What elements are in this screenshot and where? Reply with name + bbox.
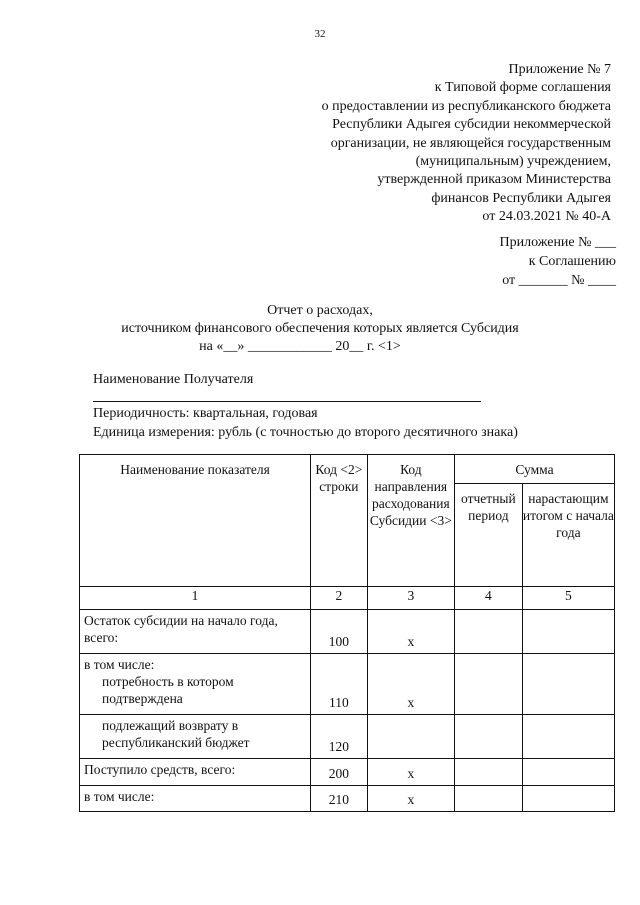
column-number: 5 (522, 587, 614, 610)
row-direction: x (367, 759, 454, 786)
row-code: 120 (311, 715, 368, 759)
appendix-line: от 24.03.2021 № 40-А (482, 209, 611, 225)
appendix-line: Республики Адыгея субсидии некоммерческой (332, 117, 611, 133)
appendix-line: (муниципальным) учреждением, (415, 154, 611, 170)
appendix-line: организации, не являющейся государственным (330, 135, 611, 151)
row-sum-period (455, 715, 523, 759)
row-sum-period (455, 654, 523, 715)
row-direction: x (367, 654, 454, 715)
row-direction: x (367, 610, 454, 654)
report-table (79, 454, 615, 812)
row-label: в том числе: (80, 786, 311, 812)
row-sum-cumulative (522, 610, 614, 654)
column-number: 2 (311, 587, 368, 610)
row-code: 110 (311, 654, 368, 715)
unit-of-measure: Единица измерения: рубль (с точностью до второго десятичного знака) (93, 425, 518, 440)
table-row (80, 654, 615, 715)
header-row-code: Код <2> строки (311, 455, 368, 587)
table-row (80, 715, 615, 759)
row-direction: x (367, 786, 454, 812)
table-row (80, 759, 615, 786)
row-direction (367, 715, 454, 759)
row-label: подлежащий возврату в республиканский бюджет (102, 718, 250, 750)
recipient-label: Наименование Получателя (93, 372, 254, 387)
report-title-line: Отчет о расходах, (267, 303, 373, 318)
header-sum-period: отчетный период (455, 484, 523, 587)
row-code: 200 (311, 759, 368, 786)
table-row (80, 786, 615, 812)
header-sum: Сумма (455, 455, 615, 484)
row-label: Остаток субсидии на начало года, всего: (80, 610, 311, 654)
appendix-header (231, 61, 611, 227)
row-label: Поступило средств, всего: (80, 759, 311, 786)
row-label-cell (80, 654, 311, 715)
row-sum-cumulative (522, 715, 614, 759)
agreement-line: к Соглашению (528, 254, 616, 269)
row-sum-cumulative (522, 654, 614, 715)
column-number: 1 (80, 587, 311, 610)
header-sum-cumulative: нарастающим итогом с начала года (522, 484, 614, 587)
agreement-line: Приложение № ___ (499, 235, 616, 250)
column-number: 3 (367, 587, 454, 610)
row-code: 210 (311, 786, 368, 812)
appendix-line: к Типовой форме соглашения (434, 80, 611, 96)
row-label-cell (80, 715, 311, 759)
report-date-line: на «__» ____________ 20__ г. <1> (199, 339, 401, 354)
periodicity: Периодичность: квартальная, годовая (93, 406, 318, 421)
column-number: 4 (455, 587, 523, 610)
row-sum-cumulative (522, 786, 614, 812)
row-sum-period (455, 610, 523, 654)
table-row (80, 610, 615, 654)
row-sum-period (455, 759, 523, 786)
appendix-line: о предоставлении из республиканского бюджета (321, 98, 611, 114)
appendix-line: Приложение № 7 (508, 62, 611, 77)
recipient-blank-line (93, 401, 481, 402)
row-sum-cumulative (522, 759, 614, 786)
agreement-line: от _______ № ____ (502, 273, 616, 288)
page-number: 32 (314, 28, 326, 40)
report-title-line: источником финансового обеспечения которых является Субсидия (121, 321, 519, 336)
header-indicator-name: Наименование показателя (80, 455, 311, 587)
appendix-line: утвержденной приказом Министерства (377, 172, 611, 188)
appendix-line: финансов Республики Адыгея (431, 190, 611, 206)
row-label: потребность в котором подтверждена (102, 674, 234, 706)
report-title (90, 302, 550, 356)
agreement-reference (366, 233, 616, 290)
report-params (93, 404, 518, 442)
row-sum-period (455, 786, 523, 812)
row-label-intro: в том числе: (84, 657, 155, 672)
row-code: 100 (311, 610, 368, 654)
header-direction-code: Код направления расходования Субсидии <3> (367, 455, 454, 587)
